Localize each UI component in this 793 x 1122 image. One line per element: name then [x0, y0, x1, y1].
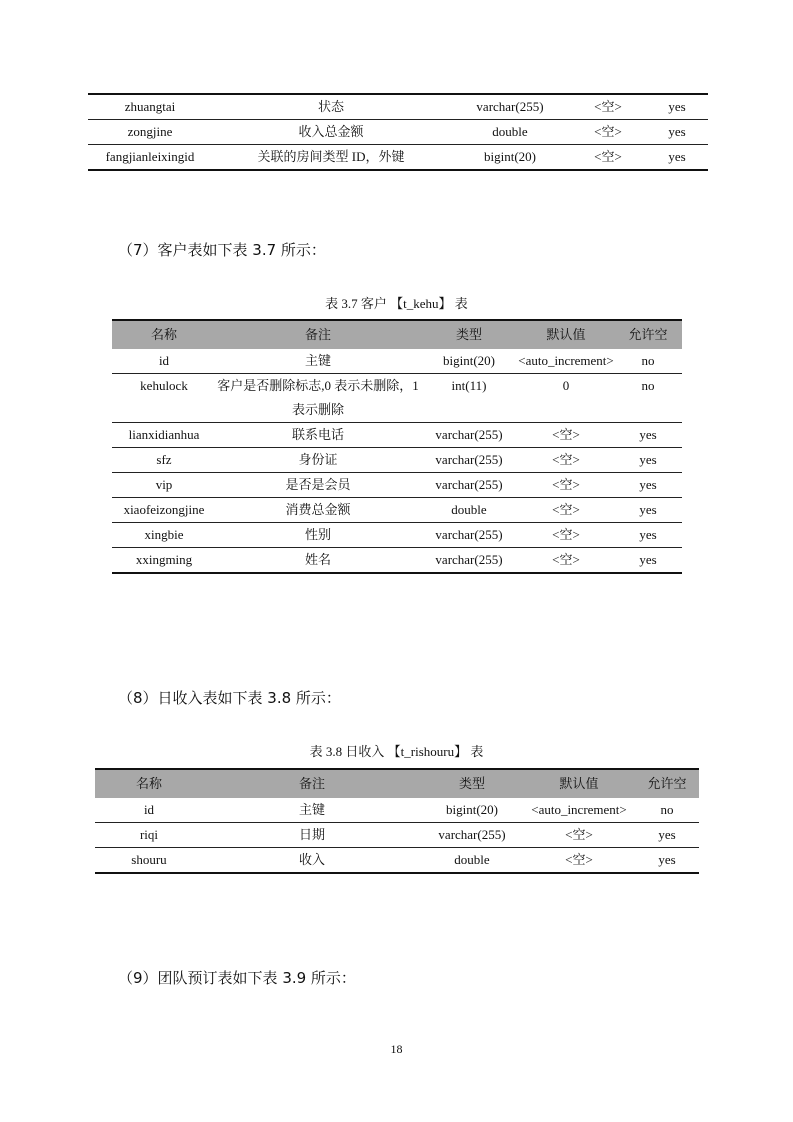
cell: xiaofeizongjine — [112, 498, 216, 523]
table-row — [88, 120, 708, 145]
cell: zongjine — [88, 120, 212, 145]
cell: bigint(20) — [450, 145, 570, 171]
column-header: 备注 — [203, 769, 421, 798]
column-header: 允许空 — [635, 769, 699, 798]
table-row — [95, 798, 699, 823]
table-3-8 — [95, 768, 699, 874]
table-3-7 — [112, 319, 682, 574]
cell: yes — [614, 498, 682, 523]
cell: <空> — [570, 120, 646, 145]
cell: vip — [112, 473, 216, 498]
cell: 主键 — [203, 798, 421, 823]
section-heading-8: （8）日收入表如下表 3.8 所示： — [118, 689, 341, 707]
column-header: 名称 — [95, 769, 203, 798]
cell: 身份证 — [216, 448, 420, 473]
cell: id — [112, 349, 216, 374]
cell: yes — [646, 145, 708, 171]
cell: yes — [614, 523, 682, 548]
cell: yes — [614, 473, 682, 498]
cell: 日期 — [203, 823, 421, 848]
cell: <auto_increment> — [523, 798, 635, 823]
cell: double — [421, 848, 523, 874]
table-row — [112, 374, 682, 423]
cell: no — [614, 349, 682, 374]
cell: varchar(255) — [420, 523, 518, 548]
cell: id — [95, 798, 203, 823]
cell: 联系电话 — [216, 423, 420, 448]
cell: yes — [646, 94, 708, 120]
cell: 客户是否删除标志,0 表示未删除，1 表示删除 — [216, 374, 420, 423]
cell: 消费总金额 — [216, 498, 420, 523]
table-continued — [88, 93, 708, 171]
cell: varchar(255) — [420, 448, 518, 473]
table-row — [112, 473, 682, 498]
table-row — [112, 448, 682, 473]
cell: <auto_increment> — [518, 349, 614, 374]
cell: yes — [635, 848, 699, 874]
cell: 主键 — [216, 349, 420, 374]
cell: <空> — [523, 823, 635, 848]
cell: 关联的房间类型 ID，外键 — [212, 145, 450, 171]
cell: yes — [614, 448, 682, 473]
table-row — [112, 548, 682, 574]
table-caption-3-8: 表 3.8 日收入 【t_rishouru】 表 — [309, 744, 484, 759]
cell: xingbie — [112, 523, 216, 548]
table-row — [88, 145, 708, 171]
cell: <空> — [518, 548, 614, 574]
cell: bigint(20) — [421, 798, 523, 823]
cell: 收入总金额 — [212, 120, 450, 145]
cell: <空> — [518, 448, 614, 473]
cell: fangjianleixingid — [88, 145, 212, 171]
cell: 0 — [518, 374, 614, 423]
table-header-row — [95, 769, 699, 798]
cell: yes — [614, 548, 682, 574]
cell: kehulock — [112, 374, 216, 423]
cell: varchar(255) — [450, 94, 570, 120]
table-header-row — [112, 320, 682, 349]
cell: xxingming — [112, 548, 216, 574]
section-heading-7: （7）客户表如下表 3.7 所示： — [118, 241, 326, 259]
column-header: 名称 — [112, 320, 216, 349]
table-row — [112, 498, 682, 523]
cell: yes — [635, 823, 699, 848]
page-number: 18 — [390, 1042, 403, 1056]
cell: shouru — [95, 848, 203, 874]
cell: bigint(20) — [420, 349, 518, 374]
cell: yes — [646, 120, 708, 145]
cell: 是否是会员 — [216, 473, 420, 498]
cell: varchar(255) — [421, 823, 523, 848]
cell: <空> — [518, 423, 614, 448]
cell: sfz — [112, 448, 216, 473]
table-row — [95, 848, 699, 874]
cell: <空> — [518, 523, 614, 548]
table-row — [112, 349, 682, 374]
cell: <空> — [518, 473, 614, 498]
cell: varchar(255) — [420, 423, 518, 448]
cell: 姓名 — [216, 548, 420, 574]
cell: <空> — [518, 498, 614, 523]
cell: 状态 — [212, 94, 450, 120]
column-header: 备注 — [216, 320, 420, 349]
cell: varchar(255) — [420, 548, 518, 574]
cell: double — [420, 498, 518, 523]
cell: <空> — [570, 94, 646, 120]
table-caption-3-7: 表 3.7 客户 【t_kehu】 表 — [325, 296, 468, 311]
cell: double — [450, 120, 570, 145]
cell: <空> — [570, 145, 646, 171]
column-header: 类型 — [420, 320, 518, 349]
cell: varchar(255) — [420, 473, 518, 498]
cell: int(11) — [420, 374, 518, 423]
table-row — [95, 823, 699, 848]
column-header: 默认值 — [518, 320, 614, 349]
table-row — [112, 523, 682, 548]
cell: 收入 — [203, 848, 421, 874]
cell: <空> — [523, 848, 635, 874]
cell: no — [614, 374, 682, 423]
column-header: 默认值 — [523, 769, 635, 798]
cell: riqi — [95, 823, 203, 848]
section-heading-9: （9）团队预订表如下表 3.9 所示： — [118, 969, 356, 987]
cell: 性别 — [216, 523, 420, 548]
cell: no — [635, 798, 699, 823]
table-row — [88, 94, 708, 120]
cell: lianxidianhua — [112, 423, 216, 448]
column-header: 类型 — [421, 769, 523, 798]
cell: zhuangtai — [88, 94, 212, 120]
table-row — [112, 423, 682, 448]
column-header: 允许空 — [614, 320, 682, 349]
cell: yes — [614, 423, 682, 448]
